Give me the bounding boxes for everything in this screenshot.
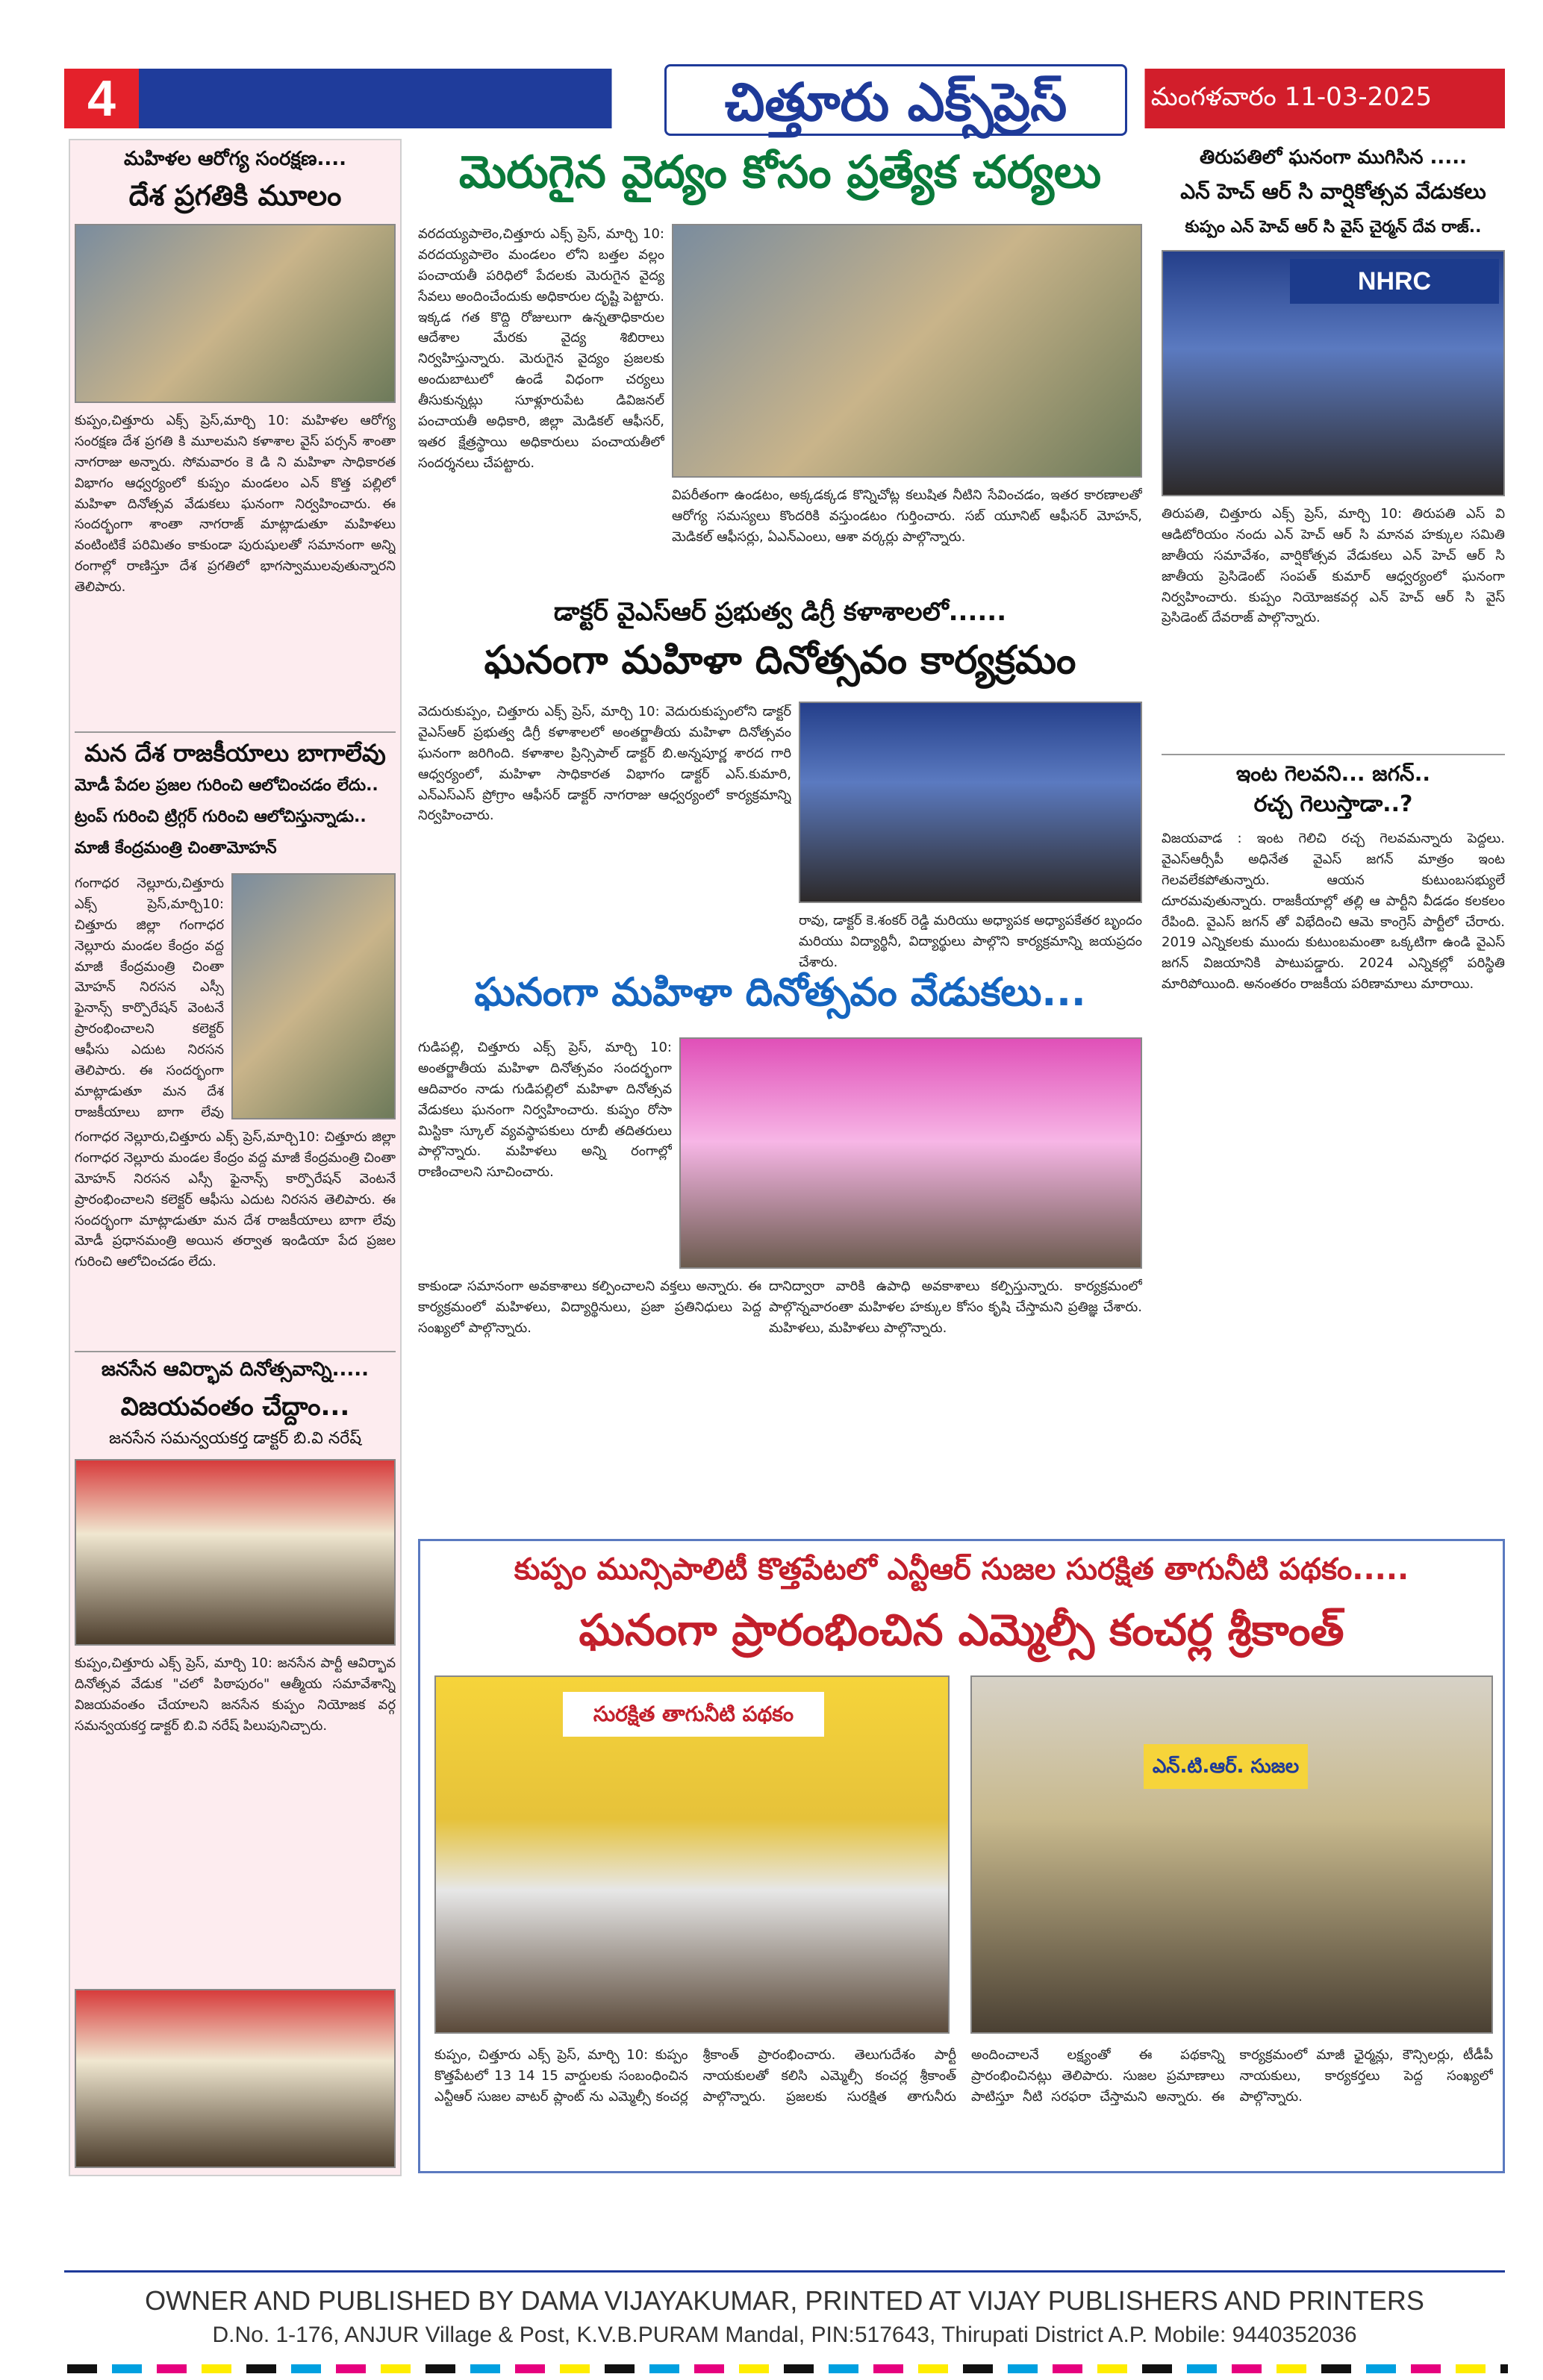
center-story3-headline: ఘనంగా మహిళా దినోత్సవం వేడుకలు... <box>474 970 1086 1015</box>
center-story3-body: గుడిపల్లి, చిత్తూరు ఎక్స్ ప్రెస్, మార్చి 10: అంతర్జాతీయ మహిళా దినోత్సవం సందర్భంగా ఆదివారం నాడు గుడిపల్లిలో మహిళా దినోత్సవ వేడుకలు ఘనంగా నిర్వహించారు. కుప్పం రోసా మిస్టికా స్కూల్ వ్యవస్థాపకులు రూబీ తదితరులు పాల్గొన్నారు. మహిళలు అన్ని రంగాల్లో రాణించాలని సూచించారు. <box>418 1040 672 1181</box>
bottom-feature-headline: ఘనంగా ప్రారంభించిన ఎమ్మెల్సీ కంచర్ల శ్రీకాంత్ <box>579 1605 1344 1655</box>
right-story1-kicker: తిరుపతిలో ఘనంగా ముగిసిన ..... <box>1200 146 1467 169</box>
footer-address: D.No. 1-176, ANJUR Village & Post, K.V.B.PURAM Mandal, PIN:517643, Thirupati District A.P. Mobile: 9440352036 <box>212 2323 1357 2347</box>
left-story1-photo <box>75 224 396 403</box>
right-story1-photo <box>1162 250 1505 496</box>
left-story3-kicker: జనసేన ఆవిర్భావ దినోత్సవాన్ని..... <box>75 1351 396 1385</box>
center-story1-photo <box>672 224 1142 478</box>
center-story1-headline: మెరుగైన వైద్యం కోసం ప్రత్యేక చర్యలు <box>458 146 1102 199</box>
footer-rule <box>64 2270 1505 2273</box>
left-story3-photo <box>75 1459 396 1646</box>
left-story1-headline: దేశ ప్రగతికి మూలం <box>128 179 342 212</box>
bottom-feature-kicker: కుప్పం మున్సిపాలిటీ కొత్తపేటలో ఎన్టీఆర్ సుజల సురక్షిత తాగునీటి పథకం..... <box>514 1552 1409 1587</box>
left-story2-body: గంగాధర నెల్లూరు,చిత్తూరు ఎక్స్ ప్రెస్,మార్చి10: చిత్తూరు జిల్లా గంగాధర నెల్లూరు మండల కేంద్రం వద్ద మాజీ కేంద్రమంత్రి చింతా మోహన్ నిరసన ఎస్సీ ఫైనాన్స్ కార్పొరేషన్ వెంటనే ప్రారంభించాలని కలెక్టర్ ఆఫీసు ఎదుట నిరసన తెలిపారు. ఈ సందర్భంగా మాట్లాడుతూ మన దేశ రాజకీయాలు బాగా లేవు <box>75 875 224 1119</box>
issue-date: మంగళవారం 11-03-2025 <box>1150 82 1433 112</box>
center-story1-body: వరదయ్యపాలెం,చిత్తూరు ఎక్స్ ప్రెస్, మార్చి 10: వరదయ్యపాలెం మండలం లోని బత్తల వల్లం పంచాయతీ పరిధిలో పేదలకు మెరుగైన వైద్య సేవలు అందించేందుకు అధికారుల దృష్టి పెట్టారు. ఇక్కడ గత కొద్ది రోజులుగా ఉన్నతాధికారుల ఆదేశాల మేరకు వైద్య శిబిరాలు నిర్వహిస్తున్నారు. మెరుగైన వైద్యం ప్రజలకు అందుబాటులో ఉండే విధంగా చర్యలు తీసుకున్నట్లు సూళ్లూరుపేట డివిజనల్ పంచాయతీ అధికారి, జిల్లా మెడికల్ ఆఫీసర్, ఇతర క్షేత్రస్థాయి అధికారులు పంచాయతీలో సందర్శనలు చేపట్టారు. <box>418 226 664 471</box>
left-story2-photo <box>231 873 396 1119</box>
left-story2-deck1: మోడీ పేదల ప్రజల గురించి ఆలోచించడం లేదు.. <box>75 776 378 795</box>
photo1-banner: సురక్షిత తాగునీటి పథకం <box>563 1692 824 1737</box>
masthead: చిత్తూరు ఎక్స్‌ప్రెస్ <box>664 64 1127 136</box>
right-story2-body: విజయవాడ : ఇంట గెలిచి రచ్చ గెలవమన్నారు పెద్దలు. వైఎస్ఆర్సీపీ అధినేత వైఎస్ జగన్ మాత్రం ఇంట గెలవలేకపోతున్నారు. ఆయన కుటుంబసభ్యులే దూరమవుతున్నారు. రాజకీయాల్లో తల్లి ఆ పార్టీని వీడడం కలకలం రేపింది. వైఎస్ జగన్ తో విభేదించి ఆమె కాంగ్రెస్ పార్టీలో చేరారు. 2019 ఎన్నికలకు ముందు కుటుంబమంతా ఒక్కటిగా ఉండి వైఎస్ జగన్ విజయానికి పాటుపడ్డారు. 2024 ఎన్నికల్లో పరిస్థితి మారిపోయింది. అనంతరం రాజకీయ పరిణామాలు మారాయి. <box>1162 831 1505 993</box>
left-story2-headline: మన దేశ రాజకీయాలు బాగాలేవు <box>75 731 396 773</box>
center-story3-body2: కాకుండా సమానంగా అవకాశాలు కల్పించాలని వక్తలు అన్నారు. ఈ కార్యక్రమంలో మహిళలు, విద్యార్థినులు, ప్రజా ప్రతినిధులు పెద్ద సంఖ్యలో పాల్గొన్నారు. <box>418 1278 761 1336</box>
right-story1-headline: ఎన్ హెచ్ ఆర్ సి వార్షికోత్సవ వేడుకలు <box>1180 179 1486 204</box>
right-story1-deck: కుప్పం ఎన్ హెచ్ ఆర్ సి వైస్ చైర్మన్ దేవ రాజ్.. <box>1185 218 1482 237</box>
nhrc-banner: NHRC <box>1290 259 1499 304</box>
left-story1-body: కుప్పం,చిత్తూరు ఎక్స్ ప్రెస్,మార్చి 10: మహిళల ఆరోగ్య సంరక్షణ దేశ ప్రగతి కి మూలమని కళాశాల వైస్ పర్సన్ శాంతా నాగరాజు అన్నారు. సోమవారం కె డి ని మహిళా సాధికారత విభాగం ఆధ్వర్యంలో కుప్పం మండలం ఎన్ కొత్త పల్లిలో మహిళా దినోత్సవ వేడుకలు ఘనంగా నిర్వహించారు. ఈ సందర్భంగా శాంతా నాగరాజ్ మాట్లాడుతూ మహిళలు వంటింటికే పరిమితం కాకుండా పురుషులతో సమానంగా అన్ని రంగాల్లో రాణిస్తూ దేశ ప్రగతిలో భాగస్వాములవుతున్నారని తెలిపారు. <box>75 413 396 596</box>
center-story1-body2: విపరీతంగా ఉండటం, అక్కడక్కడ కొన్నిచోట్ల కలుషిత నీటిని సేవించడం, ఇతర కారణాలతో ఆరోగ్య సమస్యలు కొందరికి వస్తుండటం గుర్తించారు. సబ్ యూనిట్ ఆఫీసర్ మోహన్, మెడికల్ ఆఫీసర్లు, ఏఎన్ఎంలు, ఆశా వర్కర్లు పాల్గొన్నారు. <box>672 487 1142 545</box>
left-story3-byline: జనసేన సమన్వయకర్త డాక్టర్ బి.వి నరేష్ <box>108 1429 362 1448</box>
left-story3-photo2 <box>75 1989 396 2168</box>
left-story3-headline: విజయవంతం చేద్దాం... <box>120 1392 350 1422</box>
footer-publisher: OWNER AND PUBLISHED BY DAMA VIJAYAKUMAR, PRINTED AT VIJAY PUBLISHERS AND PRINTERS <box>145 2285 1424 2316</box>
center-story2-photo <box>799 702 1142 903</box>
right-story2-kicker: ఇంట గెలవని... జగన్.. <box>1162 754 1505 791</box>
left-story3-body: కుప్పం,చిత్తూరు ఎక్స్ ప్రెస్, మార్చి 10: జనసేన పార్టీ ఆవిర్భావ దినోత్సవ వేడుక "చలో పిఠాపురం" ఆత్మీయ సమావేశాన్ని విజయవంతం చేయాలని జనసేన కుప్పం నియోజక వర్గ సమన్వయకర్త డాక్టర్ బి.వి నరేష్ పిలుపునిచ్చారు. <box>75 1655 396 1734</box>
right-story2-headline: రచ్చ గెలుస్తాడా..? <box>1253 791 1413 817</box>
photo2-banner: ఎన్.టి.ఆర్. సుజల <box>1144 1744 1308 1789</box>
bottom-feature-photo1 <box>434 1675 950 2034</box>
center-story3-body3: దానిద్వారా వారికి ఉపాధి అవకాశాలు కల్పిస్తున్నారు. కార్యక్రమంలో పాల్గొన్నవారంతా మహిళల హక్కుల కోసం కృషి చేస్తామని ప్రతిజ్ఞ చేశారు. మహిళలు, మహిళలు పాల్గొన్నారు. <box>769 1278 1142 1336</box>
registration-marks <box>67 2364 1508 2373</box>
center-story2-body: వెదురుకుప్పం, చిత్తూరు ఎక్స్ ప్రెస్, మార్చి 10: వెదురుకుప్పంలోని డాక్టర్ వైఎస్ఆర్ ప్రభుత్వ డిగ్రీ కళాశాలలో అంతర్జాతీయ మహిళా దినోత్సవం ఘనంగా జరిగింది. కళాశాల ప్రిన్సిపాల్ డాక్టర్ బి.అన్నపూర్ణ శారద గారి ఆధ్వర్యంలో, మహిళా సాధికారత విభాగం డాక్టర్ ఎస్.కుమారి, ఎన్ఎస్ఎస్ ప్రోగ్రాం ఆఫీసర్ డాక్టర్ నాగరాజు ఆధ్వర్యంలో కార్యక్రమాన్ని నిర్వహించారు. <box>418 704 791 824</box>
center-story3-photo <box>679 1037 1142 1269</box>
page-number: 4 <box>64 69 139 128</box>
bottom-feature-body: కుప్పం, చిత్తూరు ఎక్స్ ప్రెస్, మార్చి 10: కుప్పం కొత్తపేటలో 13 14 15 వార్డులకు సంబంధించిన ఎన్టీఆర్ సుజల వాటర్ ప్లాంట్ ను ఎమ్మెల్సీ కంచర్ల శ్రీకాంత్ ప్రారంభించారు. తెలుగుదేశం పార్టీ నాయకులతో కలిసి ఎమ్మెల్సీ కంచర్ల శ్రీకాంత్ పాల్గొన్నారు. ప్రజలకు సురక్షిత తాగునీరు అందించాలనే లక్ష్యంతో ఈ పథకాన్ని ప్రారంభించినట్లు తెలిపారు. సుజల ప్రమాణాలు పాటిస్తూ నీటి సరఫరా చేస్తామని అన్నారు. ఈ కార్యక్రమంలో మాజీ ఛైర్మన్లు, కౌన్సిలర్లు, టీడీపీ నాయకులు, కార్యకర్తలు పెద్ద సంఖ్యలో పాల్గొన్నారు. <box>434 2047 1493 2105</box>
bottom-feature-photo2 <box>970 1675 1493 2034</box>
left-story2-body-cont: గంగాధర నెల్లూరు,చిత్తూరు ఎక్స్ ప్రెస్,మార్చి10: చిత్తూరు జిల్లా గంగాధర నెల్లూరు మండల కేంద్రం వద్ద మాజీ కేంద్రమంత్రి చింతా మోహన్ నిరసన ఎస్సీ ఫైనాన్స్ కార్పొరేషన్ వెంటనే ప్రారంభించాలని కలెక్టర్ ఆఫీసు ఎదుట నిరసన తెలిపారు. ఈ సందర్భంగా మాట్లాడుతూ మన దేశ రాజకీయాలు బాగా లేవు మోడీ ప్రధానమంత్రి అయిన తర్వాత ఇండియా పేద ప్రజల గురించి ఆలోచించడం లేదు. <box>75 1129 396 1270</box>
center-story2-kicker: డాక్టర్ వైఎస్ఆర్ ప్రభుత్వ డిగ్రీ కళాశాలలో...... <box>553 597 1007 627</box>
left-story2-deck2: ట్రంప్ గురించి ట్రిగ్గర్ గురించి ఆలోచిస్తున్నాడు.. <box>75 808 367 826</box>
left-story1-kicker: మహిళల ఆరోగ్య సంరక్షణ.... <box>124 148 346 170</box>
center-story2-body2: రావు, డాక్టర్ కె.శంకర్ రెడ్డి మరియు అధ్యాపక అధ్యాపకేతర బృందం మరియు విద్యార్థినీ, విద్యార్థులు పాల్గొని కార్యక్రమాన్ని జయప్రదం చేశారు. <box>799 913 1142 970</box>
left-story2-deck3: మాజీ కేంద్రమంత్రి చింతామోహన్ <box>75 839 277 858</box>
center-story2-headline: ఘనంగా మహిళా దినోత్సవం కార్యక్రమం <box>484 638 1076 683</box>
right-story1-body: తిరుపతి, చిత్తూరు ఎక్స్ ప్రెస్, మార్చి 10: తిరుపతి ఎస్ వి ఆడిటోరియం నందు ఎన్ హెచ్ ఆర్ సి మానవ హక్కుల సమితి జాతీయ సమావేశం, వార్షికోత్సవ వేడుకలు ఎన్ హెచ్ ఆర్ సి జాతీయ ప్రెసిడెంట్ సంపత్ కుమార్ ఆధ్వర్యంలో ఘనంగా నిర్వహించారు. కుప్పం నియోజకవర్గ ఎన్ హెచ్ ఆర్ సి వైస్ ప్రెసిడెంట్ దేవరాజ్ పాల్గొన్నారు. <box>1162 506 1505 626</box>
